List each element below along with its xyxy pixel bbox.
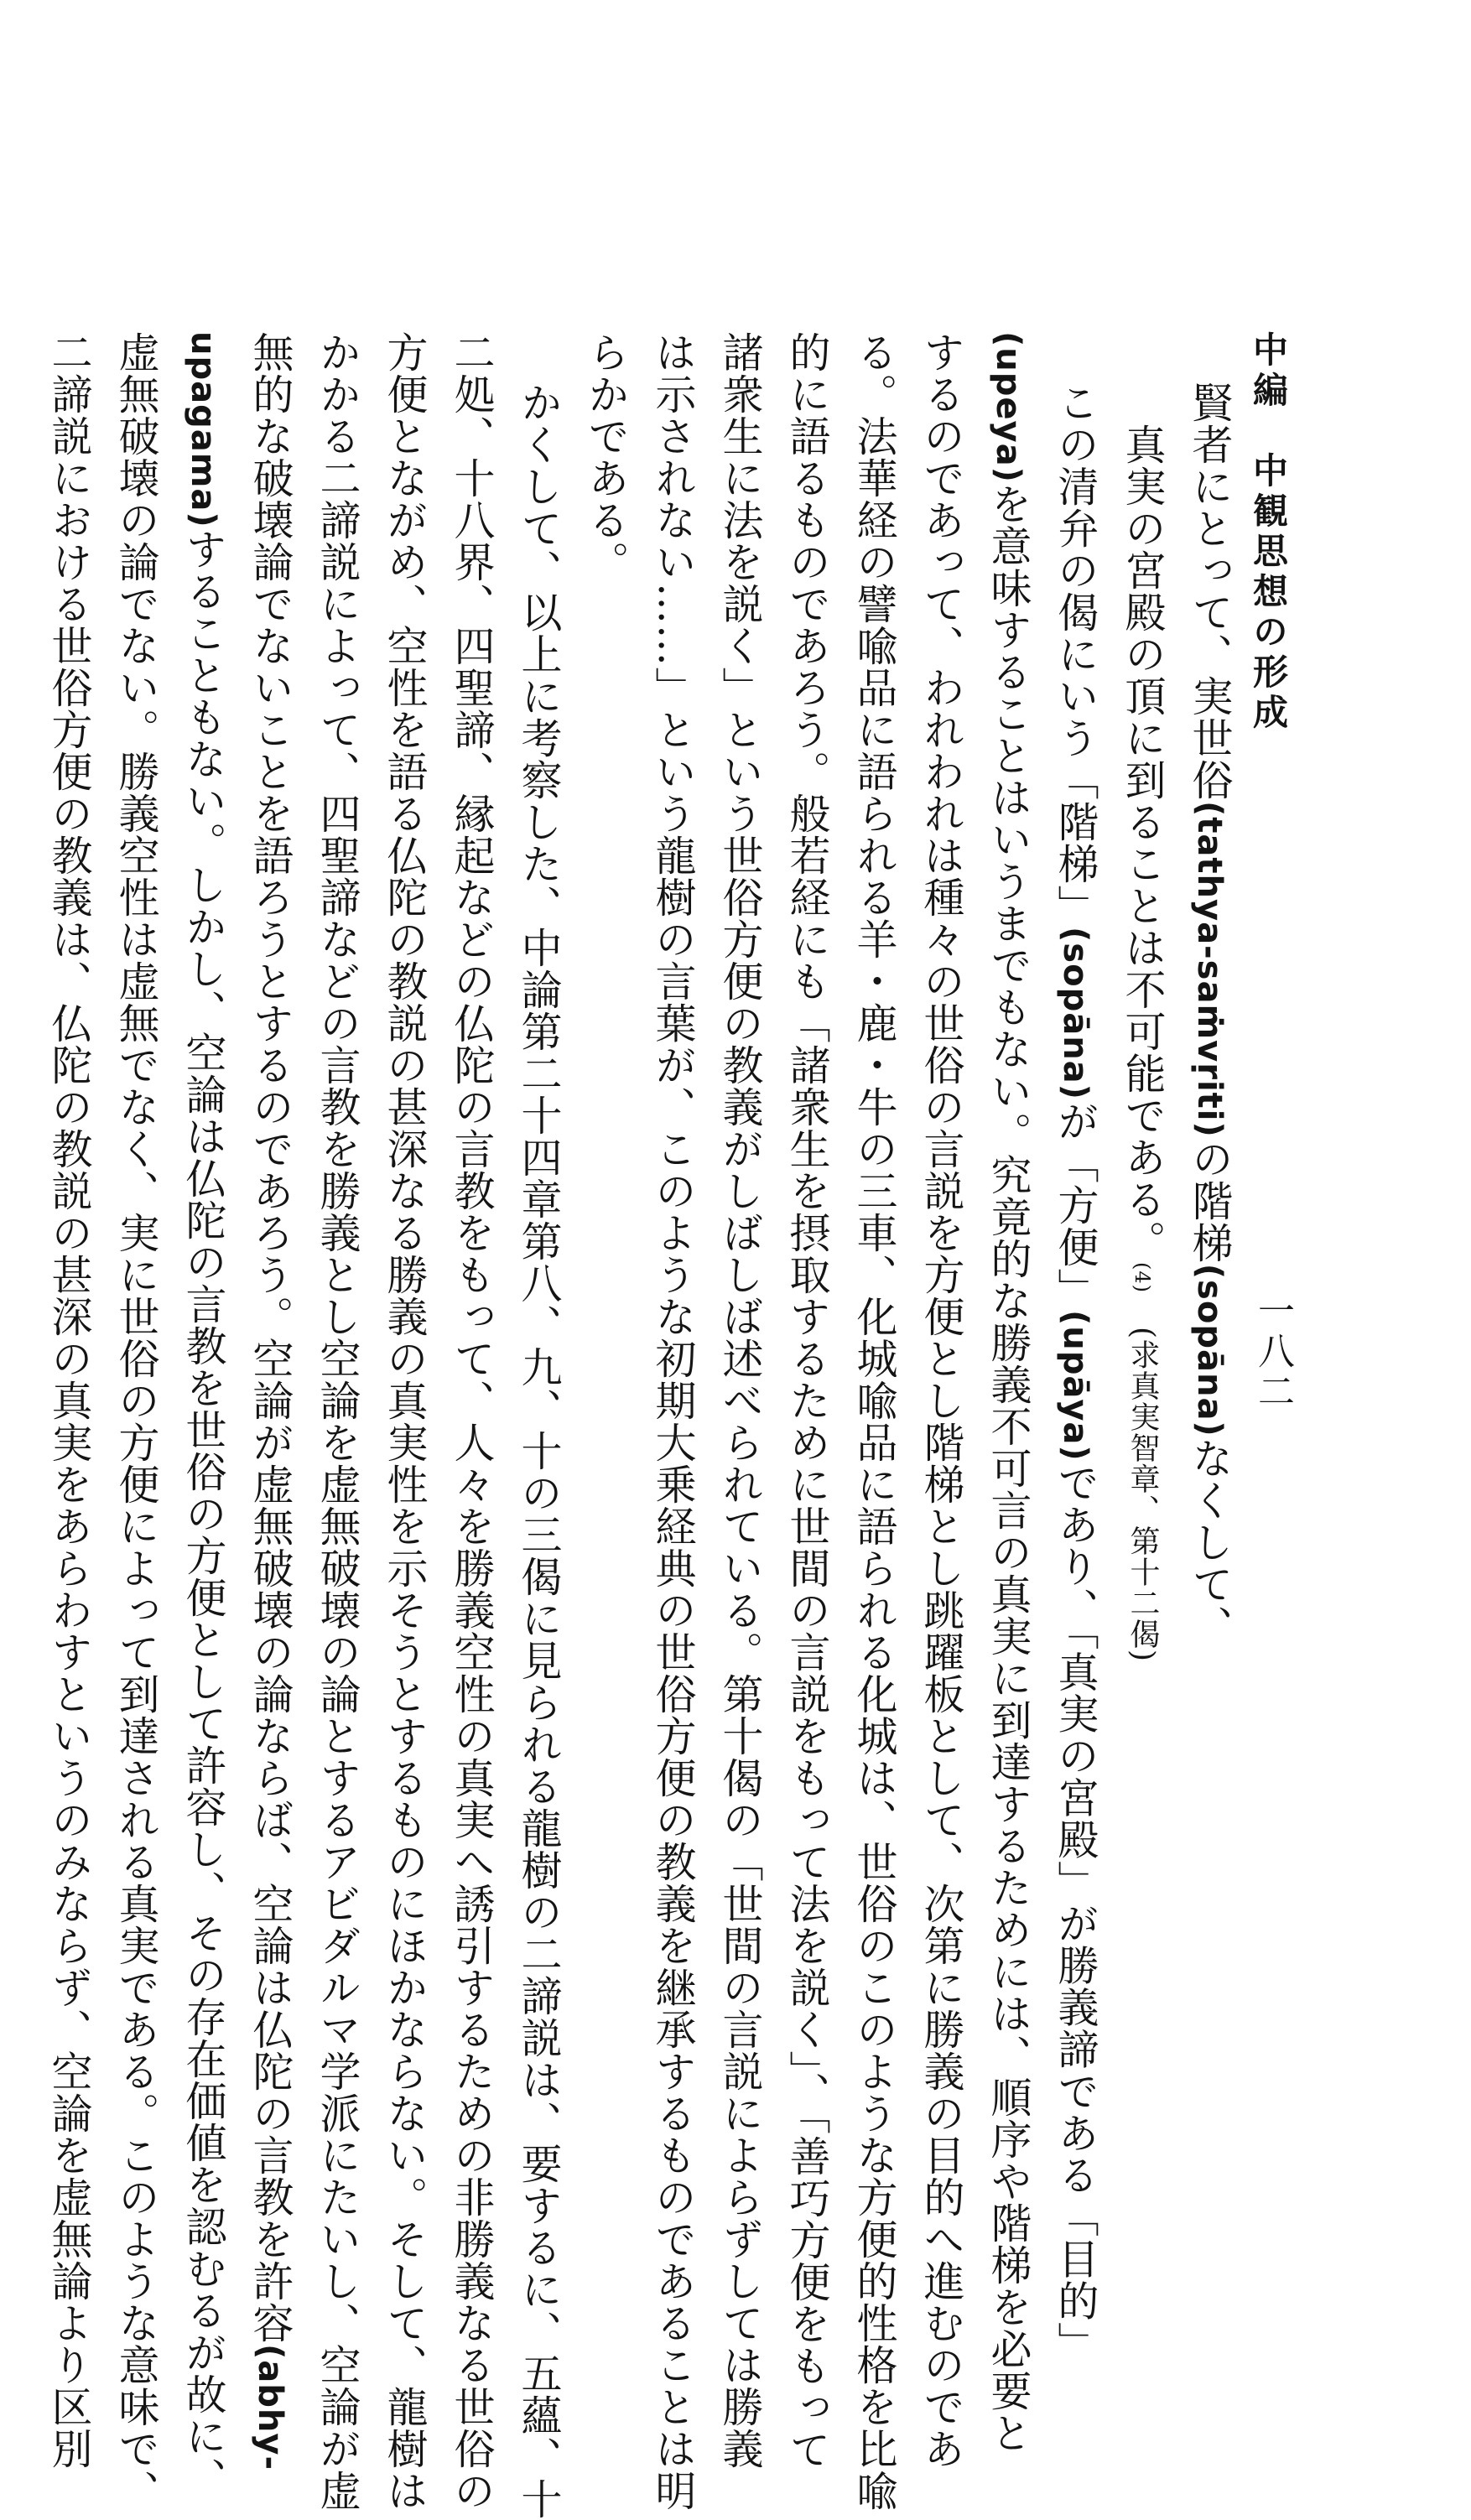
paragraph-line: 二処、十八界、四聖諦、縁起などの仏陀の言教をもって、人々を勝義空性の真実へ誘引するための非勝義なる世俗の bbox=[448, 331, 496, 2512]
paragraph-line: かくして、以上に考察した、中論第二十四章第八、九、十の三偈に見られる龍樹の二諦説は、要するに、五蘊、十 bbox=[515, 382, 563, 2520]
verse-source: (求真実智章、第十二偈) bbox=[1125, 1327, 1160, 1663]
paragraph-line: 虚無破壊の論でない。勝義空性は虚無でなく、実に世俗の方便によって到達される真実である。このような意味で、 bbox=[112, 331, 160, 2512]
paragraph-line: 諸衆生に法を説く」という世俗方便の教義がしばしば述べられている。第十偈の「世間の言説によらずしては勝義 bbox=[716, 331, 764, 2470]
paragraph-line: かかる二諦説によって、四聖諦などの言教を勝義とし空論を虚無破壊の論とするアビダルマ学派にたいし、空論が虚 bbox=[314, 331, 361, 2512]
body-text bbox=[45, 331, 1243, 2520]
paragraph-line: は示されない……」という龍樹の言葉が、このような初期大乗経典の世俗方便の教義を継承するものであることは明 bbox=[649, 331, 697, 2512]
paragraph-line: 無的な破壊論でないことを語ろうとするのであろう。空論が虚無破壊の論ならば、空論は仏陀の言教を許容(abhy- bbox=[247, 331, 294, 2471]
verse-line: 賢者にとって、実世俗(tathya-saṁvṛiti)の階梯(sopāna)なくして、 bbox=[1186, 382, 1234, 1647]
paragraph-line: 方便とながめ、空性を語る仏陀の教説の甚深なる勝義の真実性を示そうとするものにほかならない。そして、龍樹は bbox=[381, 331, 429, 2512]
paragraph-line: するのであって、われわれは種々の世俗の言説を方便とし階梯とし跳躍板として、次第に勝義の目的へ進むのであ bbox=[917, 331, 965, 2470]
paragraph-line: 的に語るものであろう。般若経にも「諸衆生を摂取するために世間の言説をもって法を説く」、「善巧方便をもって bbox=[783, 331, 831, 2471]
paragraph-line: upagama)することもない。しかし、空論は仏陀の言教を世俗の方便として許容し、その存在価値を認むるが故に、 bbox=[179, 331, 227, 2499]
paragraph-line: (upeya)を意味することはいうまでもない。究竟的な勝義不可言の真実に到達するためには、順序や階梯を必要と bbox=[985, 331, 1032, 2454]
paragraph-line: る。法華経の譬喩品に語られる羊・鹿・牛の三車、化城喩品に語られる化城は、世俗のこのような方便的性格を比喩 bbox=[850, 331, 898, 2512]
verse-line: 真実の宮殿の頂に到ることは不可能である。(4)(求真実智章、第十二偈) bbox=[1119, 423, 1167, 1663]
page-number: 一八二 bbox=[1251, 1291, 1294, 1412]
paragraph-line: この清弁の偈にいう「階梯」(sopāna)が「方便」(upāya)であり、「真実の宮殿」が勝義諦である「目的」 bbox=[1052, 382, 1099, 2364]
paragraph-line: らかである。 bbox=[582, 331, 630, 583]
footnote-marker: (4) bbox=[1131, 1262, 1154, 1293]
running-header: 中編 中観思想の形成 bbox=[1248, 331, 1289, 734]
paragraph-line: 二諦説における世俗方便の教義は、仏陀の教説の甚深の真実をあらわすというのみならず、空論を虚無論より区別 bbox=[45, 331, 93, 2470]
